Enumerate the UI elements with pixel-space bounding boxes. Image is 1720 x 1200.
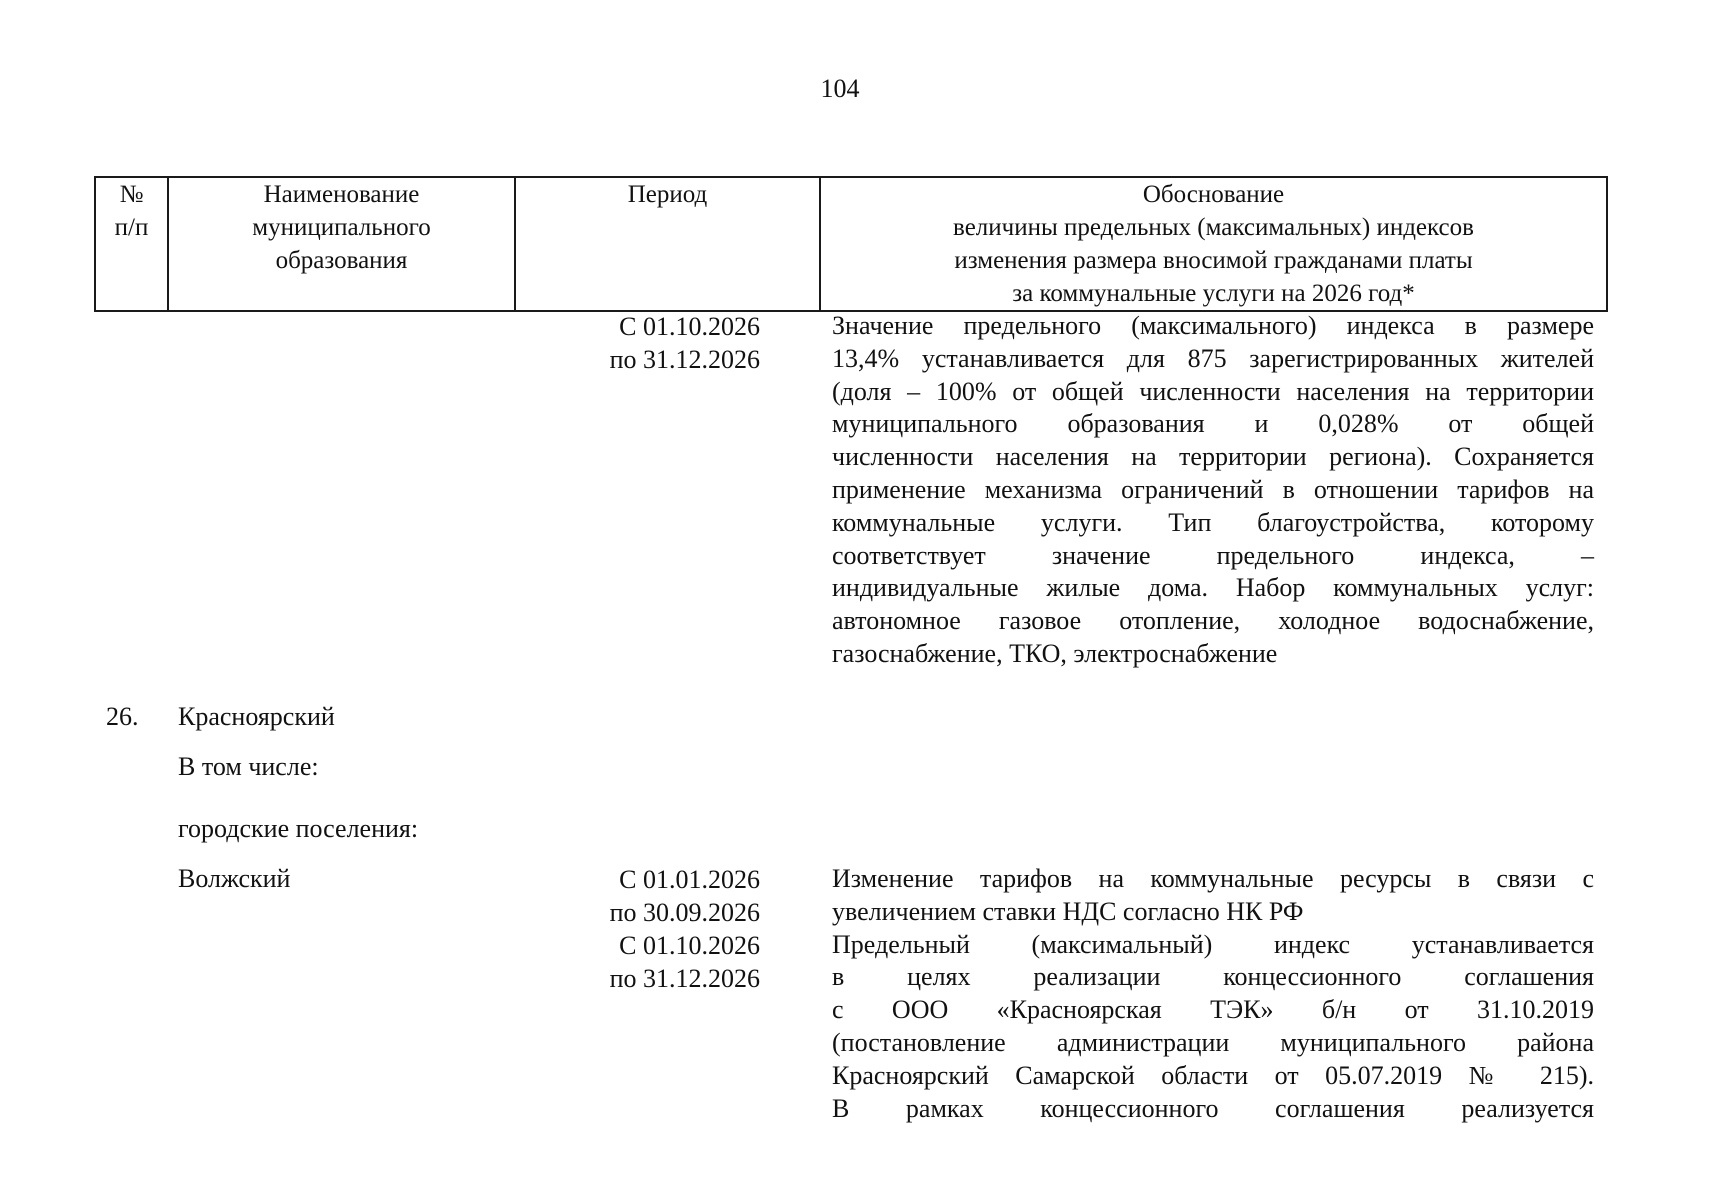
justification-line: 13,4% устанавливается для 875 зарегистрированных жителей bbox=[832, 343, 1594, 373]
row-number: 26. bbox=[106, 702, 139, 731]
justification-line: муниципального образования и 0,028% от общей bbox=[832, 409, 1594, 439]
period-line: по 30.09.2026 bbox=[609, 898, 760, 927]
header-period-cell bbox=[515, 177, 820, 311]
period-line: С 01.10.2026 bbox=[619, 931, 760, 960]
justification-line: Изменение тарифов на коммунальные ресурсы в связи с bbox=[832, 864, 1594, 893]
justification-line: применение механизма ограничений в отношении тарифов на bbox=[832, 474, 1594, 504]
header-period-label: Период bbox=[627, 181, 708, 208]
justification-line: автономное газовое отопление, холодное водоснабжение, bbox=[832, 606, 1594, 636]
justification-line: газоснабжение, ТКО, электроснабжение bbox=[832, 638, 1278, 668]
block2-justification bbox=[832, 863, 1594, 1125]
header-justification-line: за коммунальные услуги на 2026 год* bbox=[1012, 280, 1415, 307]
justification-line: коммунальные услуги. Тип благоустройства, которому bbox=[832, 507, 1594, 537]
header-justification-cell bbox=[820, 177, 1607, 311]
header-name-line: муниципального bbox=[252, 214, 431, 241]
header-name-line: образования bbox=[275, 247, 408, 274]
justification-line: (доля – 100% от общей численности населения на территории bbox=[832, 376, 1594, 406]
justification-line: индивидуальные жилые дома. Набор коммунальных услуг: bbox=[832, 573, 1594, 603]
period-line: по 31.12.2026 bbox=[609, 345, 760, 374]
header-justification-line: Обоснование bbox=[1142, 181, 1285, 208]
block1-justification bbox=[832, 310, 1594, 671]
justification-line: соответствует значение предельного индекса, – bbox=[832, 540, 1594, 570]
justification-line: В рамках концессионного соглашения реализуется bbox=[832, 1093, 1594, 1123]
header-name-cell bbox=[168, 177, 515, 311]
header-justification-line: величины предельных (максимальных) индексов bbox=[953, 214, 1474, 241]
urban-settlements-label: городские поселения: bbox=[178, 814, 419, 843]
justification-line: в целях реализации концессионного соглашения bbox=[832, 962, 1594, 992]
settlement-name: Волжский bbox=[178, 864, 291, 893]
justification-line: Предельный (максимальный) индекс устанавливается bbox=[832, 929, 1594, 959]
justification-line: Значение предельного (максимального) индекса в размере bbox=[832, 311, 1594, 340]
header-name-line: Наименование bbox=[263, 181, 420, 208]
page-number: 104 bbox=[820, 74, 860, 103]
block1-period bbox=[560, 310, 760, 376]
period-line: по 31.12.2026 bbox=[609, 964, 760, 993]
justification-line: (постановление администрации муниципального района bbox=[832, 1027, 1594, 1057]
justification-line: увеличением ставки НДС согласно НК РФ bbox=[832, 896, 1304, 926]
header-number-line: п/п bbox=[114, 214, 149, 241]
justification-line: численности населения на территории региона). Сохраняется bbox=[832, 442, 1594, 472]
period-line: С 01.10.2026 bbox=[619, 312, 760, 341]
municipality-name: Красноярский bbox=[178, 702, 335, 731]
including-label: В том числе: bbox=[178, 752, 319, 781]
justification-line: Красноярский Самарской области от 05.07.2019 № 215). bbox=[832, 1060, 1594, 1090]
header-justification-line: изменения размера вносимой гражданами платы bbox=[954, 247, 1473, 274]
header-number-line: № bbox=[119, 181, 144, 208]
header-number-cell bbox=[95, 177, 168, 311]
period-line: С 01.01.2026 bbox=[619, 865, 760, 894]
block2-period bbox=[560, 863, 760, 995]
justification-line: с ООО «Красноярская ТЭК» б/н от 31.10.2019 bbox=[832, 995, 1594, 1025]
table-header bbox=[94, 176, 1608, 312]
